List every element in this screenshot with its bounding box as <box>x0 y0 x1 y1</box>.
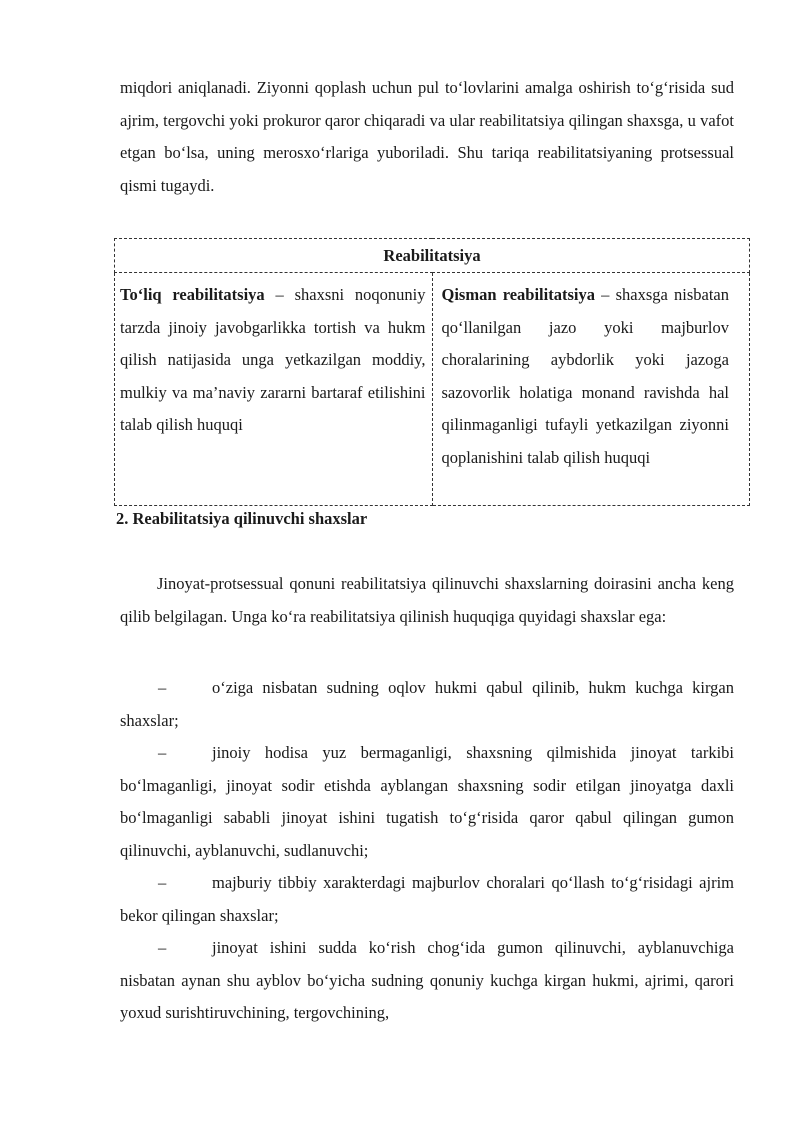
list-item-text: o‘ziga nisbatan sudning oqlov hukmi qabul qilinib, hukm kuchga kirgan shaxslar; <box>120 678 734 730</box>
list-dash: – <box>158 938 167 957</box>
list-item-text: majburiy tibbiy xarakterdagi majburlov choralari qo‘llash to‘g‘risidagi ajrim bekor qilingan shaxslar; <box>120 873 734 925</box>
list-item <box>120 867 734 932</box>
list-item <box>120 737 734 867</box>
list-item <box>120 672 734 737</box>
partial-rehabilitation-term: Qisman reabilitatsiya <box>441 285 595 304</box>
full-rehabilitation-text: – shaxsni noqonuniy tarzda jinoiy javobgarlikka tortish va hukm qilish natijasida unga yetkazilgan moddiy, mulkiy va ma’naviy zararni bartaraf etilishini talab qilish huquqi <box>120 285 426 434</box>
partial-rehabilitation-definition <box>442 279 730 474</box>
section-heading: 2. Reabilitatsiya qilinuvchi shaxslar <box>116 509 368 528</box>
list-item <box>120 932 734 1030</box>
intro-paragraph: miqdori aniqlanadi. Ziyonni qoplash uchun pul to‘lovlarini amalga oshirish to‘g‘risida sud ajrim, tergovchi yoki prokuror qaror chiqaradi va ular reabilitatsiya qilingan shaxsga, u vafot etgan bo‘lsa, uning merosxo‘rlariga yuboriladi. Shu tariqa reabilitatsiyaning protsessual qismi tugaydi. <box>120 78 734 195</box>
table-cell-full <box>115 273 433 506</box>
list-dash: – <box>158 743 167 762</box>
body-paragraph: Jinoyat-protsessual qonuni reabilitatsiya qilinuvchi shaxslarning doirasini ancha keng qilib belgilagan. Unga ko‘ra reabilitatsiya qilinish huquqiga quyidagi shaxslar ega: <box>120 574 734 626</box>
partial-rehabilitation-text: – shaxsga nisbatan qo‘llanilgan jazo yoki majburlov choralarining aybdorlik yoki jazoga sazovorlik holatiga monand ravishda hal qilinmaganligi tufayli yetkazilgan ziyonni qoplanishini talab qilish huquqi <box>441 285 729 467</box>
full-rehabilitation-term: To‘liq reabilitatsiya <box>120 285 265 304</box>
table-header: Reabilitatsiya <box>115 239 750 273</box>
full-rehabilitation-definition <box>120 279 426 442</box>
rehabilitation-table <box>114 238 750 506</box>
list-dash: – <box>158 873 167 892</box>
list-item-text: jinoyat ishini sudda ko‘rish chog‘ida gumon qilinuvchi, ayblanuvchiga nisbatan aynan shu ayblov bo‘yicha sudning qonuniy kuchga kirgan hukmi, ajrimi, qarori yoxud surishtiruvchining, tergovchining, <box>120 938 734 1022</box>
table-cell-partial <box>432 273 750 506</box>
list-dash: – <box>158 678 167 697</box>
list-item-text: jinoiy hodisa yuz bermaganligi, shaxsning qilmishida jinoyat tarkibi bo‘lmaganligi, jinoyat sodir etishda ayblangan shaxsning sodir etilgan jinoyatga daxli bo‘lmaganligi sababli jinoyat ishini tugatish to‘g‘risida qaror qabul qilingan gumon qilinuvchi, ayblanuvchi, sudlanuvchi; <box>120 743 734 860</box>
